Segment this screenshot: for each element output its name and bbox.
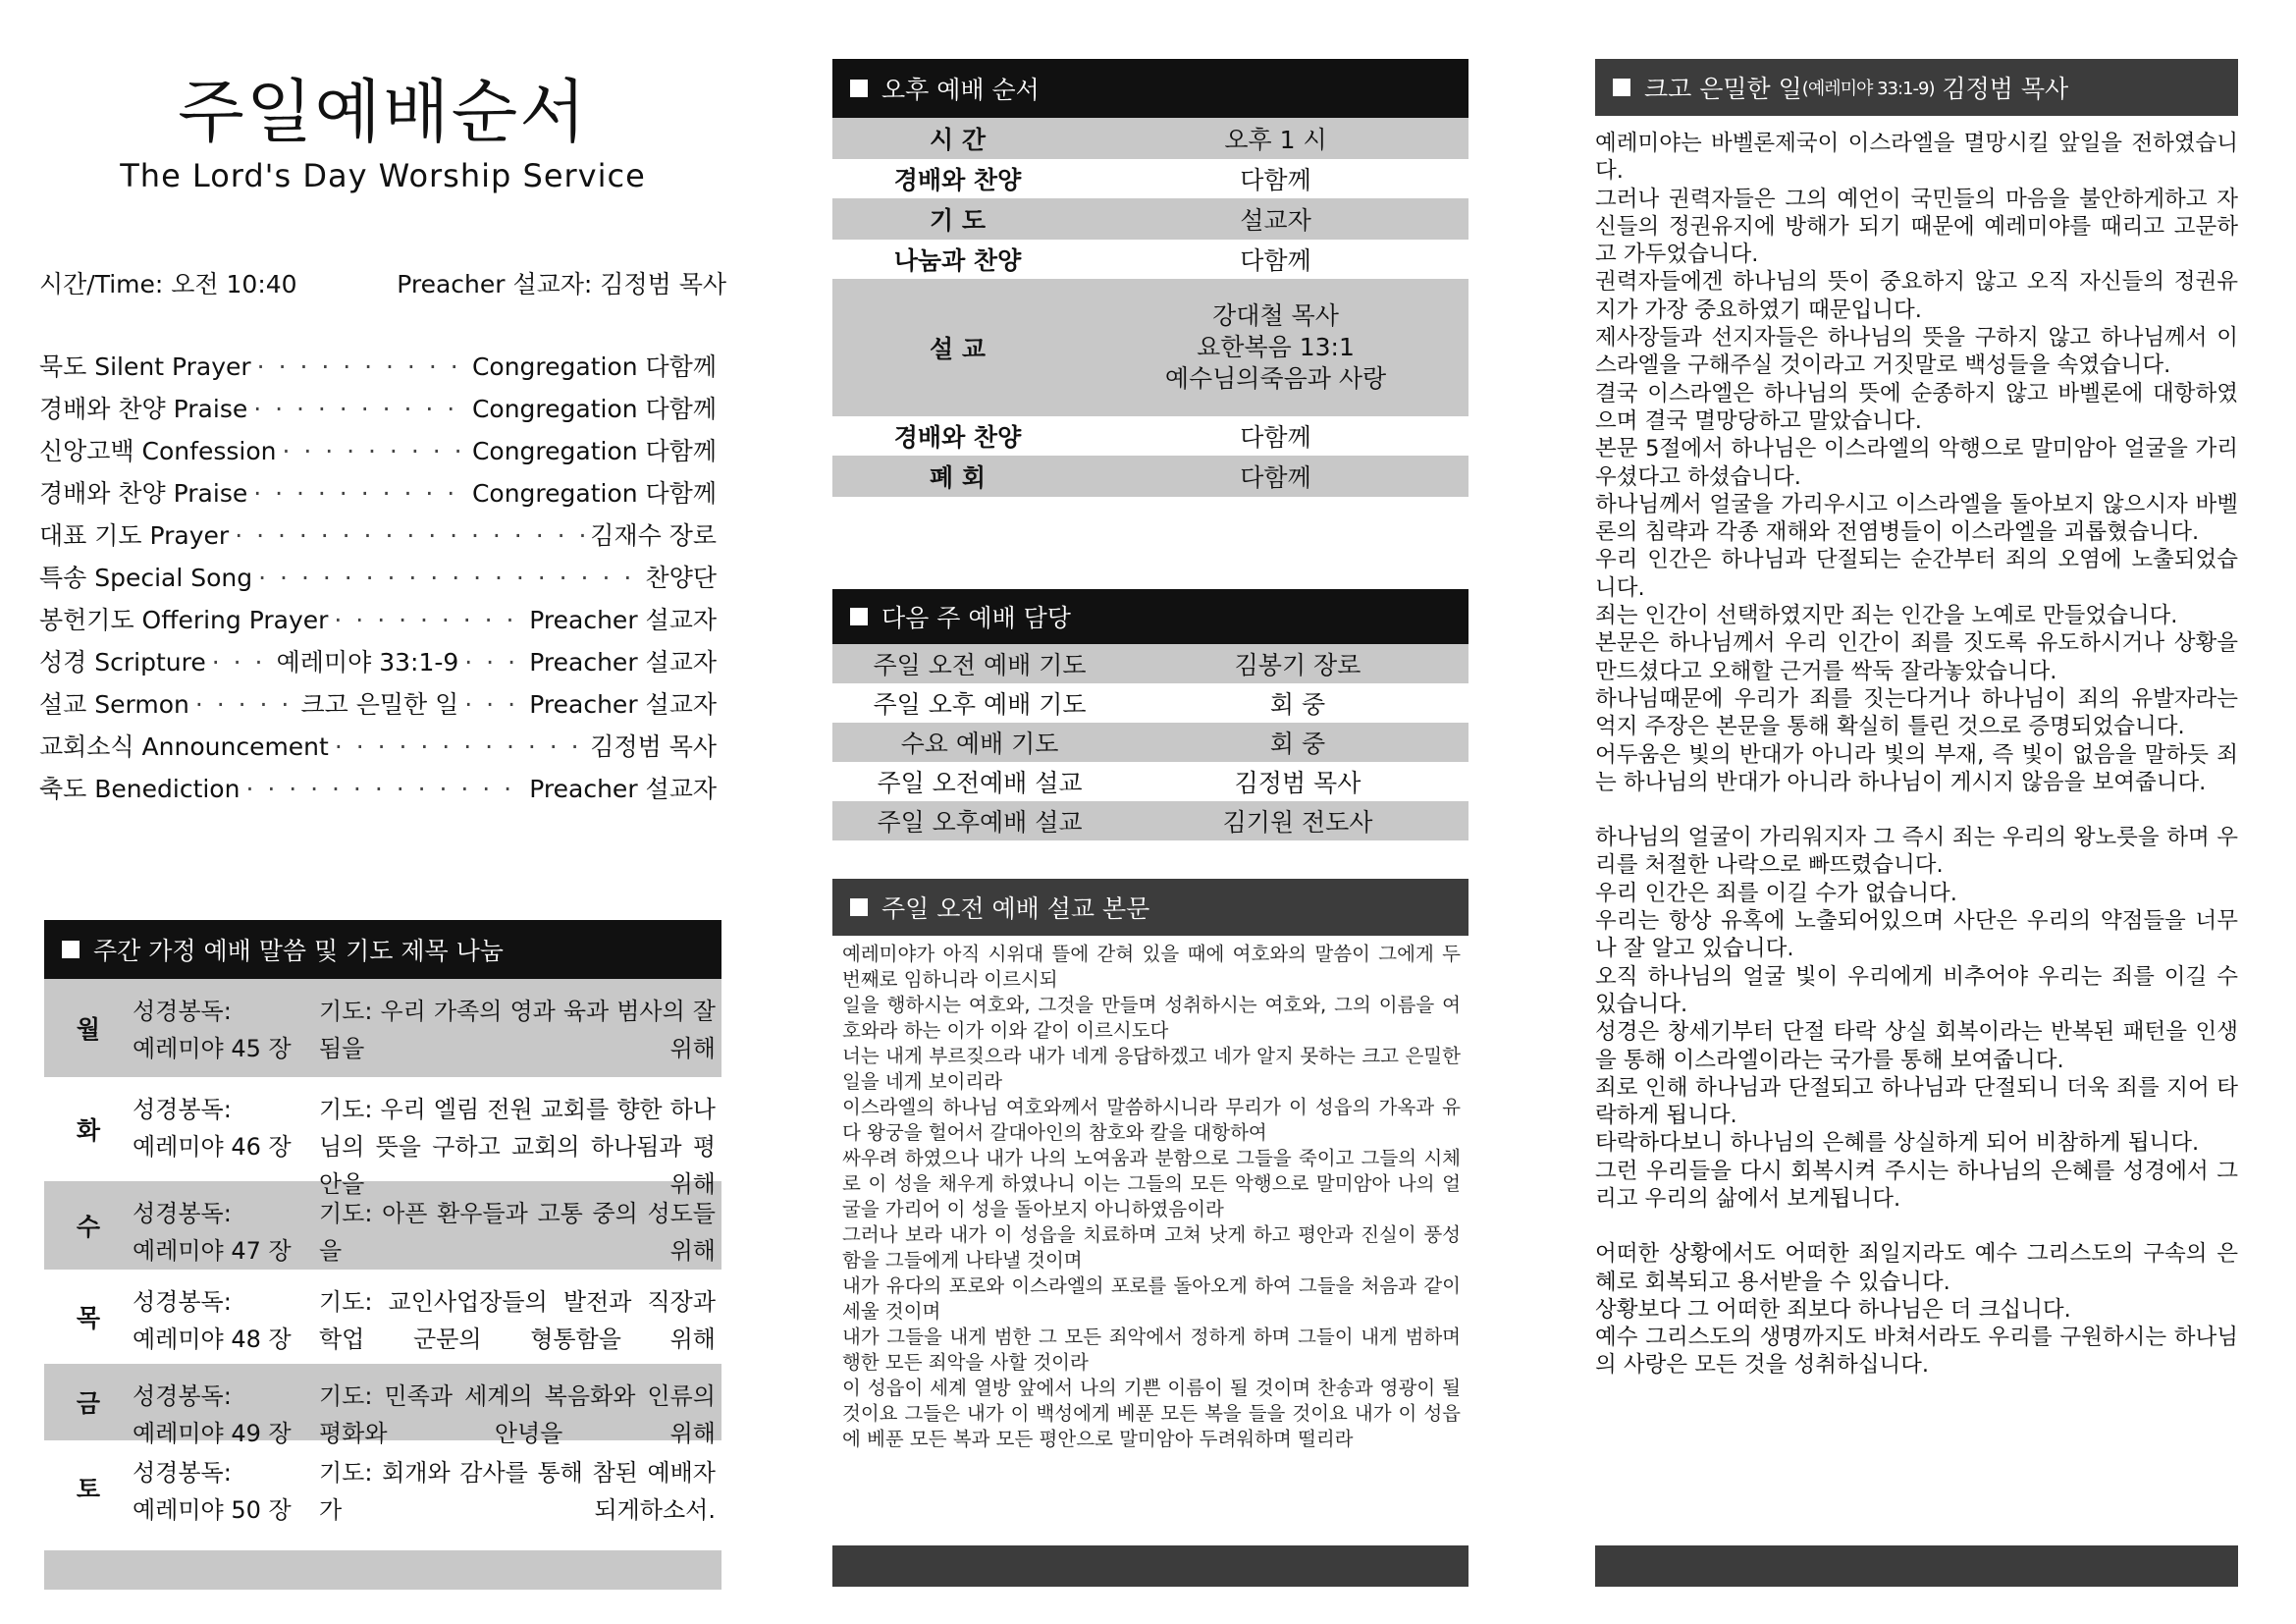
next-week-row bbox=[832, 723, 1468, 762]
devotion-day: 토 bbox=[76, 1475, 101, 1503]
devotion-scripture bbox=[133, 1270, 319, 1364]
sermon-reference: (예레미야 33:1-9) bbox=[1801, 79, 1935, 99]
sermon-sentence: 본문 5절에서 하나님은 이스라엘의 악행으로 말미암아 얼굴을 가리우셨다고 하셨습니다. bbox=[1595, 436, 2238, 490]
devotion-day: 화 bbox=[76, 1116, 101, 1145]
order-item bbox=[39, 643, 717, 685]
devotion-row bbox=[44, 1270, 721, 1364]
next-week-person: 김봉기 장로 bbox=[1234, 651, 1362, 679]
afternoon-service-row bbox=[832, 456, 1468, 497]
dot-leader bbox=[282, 437, 465, 465]
order-item-leader: Congregation 다함께 bbox=[471, 352, 717, 381]
devotion-scripture-label: 성경봉독: bbox=[133, 1200, 232, 1227]
sermon-article bbox=[1595, 130, 2238, 1380]
weekly-devotion-table bbox=[44, 979, 721, 1535]
sermon-text-header bbox=[832, 879, 1468, 936]
next-week-duty: 주일 오후 예배 기도 bbox=[873, 690, 1087, 719]
sermon-text-title: 주일 오전 예배 설교 본문 bbox=[881, 894, 1150, 923]
order-item-leader: 김재수 장로 bbox=[590, 521, 717, 550]
dot-leader bbox=[212, 648, 271, 677]
service-time: 시간/Time: 오전 10:40 bbox=[39, 270, 297, 298]
next-week-row bbox=[832, 762, 1468, 801]
sermon-sentence: 죄로 인해 하나님과 단절되고 하나님과 단절되니 더욱 죄를 지어 타락하게 됩니다. bbox=[1595, 1074, 2238, 1129]
order-item bbox=[39, 685, 717, 728]
scripture-verse: 너는 내게 부르짖으라 내가 네게 응답하겠고 네가 알지 못하는 크고 은밀한 일을 네게 보이리라 bbox=[842, 1045, 1461, 1093]
sermon-sentence: 제사장들과 선지자들은 하나님의 뜻을 구하지 않고 하나님께서 이스라엘을 구해주실 것이라고 거짓말로 백성들을 속였습니다. bbox=[1595, 325, 2238, 379]
dot-leader bbox=[235, 521, 584, 550]
devotion-row bbox=[44, 1364, 721, 1447]
order-item-name: 특송 Special Song bbox=[39, 564, 253, 592]
devotion-scripture-ref: 예레미야 45 장 bbox=[133, 1035, 292, 1062]
sermon-paragraph-2 bbox=[1595, 824, 2238, 1213]
page-title: 주일예배순서 bbox=[178, 72, 588, 152]
sermon-sentence: 타락하다보니 하나님의 은혜를 상실하게 되어 비참하게 됩니다. bbox=[1595, 1130, 2200, 1157]
worship-order-list bbox=[39, 348, 717, 812]
dot-leader bbox=[245, 775, 523, 803]
devotion-scripture-label: 성경봉독: bbox=[133, 1459, 232, 1487]
next-week-person: 회 중 bbox=[1269, 730, 1326, 758]
next-week-table bbox=[832, 644, 1468, 840]
next-week-duty: 수요 예배 기도 bbox=[900, 730, 1059, 758]
devotion-day: 목 bbox=[76, 1304, 101, 1332]
afternoon-service-item: 시 간 bbox=[929, 126, 986, 154]
scripture-verse: 이스라엘의 하나님 여호와께서 말씀하시니라 무리가 이 성읍의 가옥과 유다 왕궁을 헐어서 갈대아인의 참호와 칼을 대항하여 bbox=[842, 1096, 1461, 1144]
square-bullet-icon bbox=[850, 80, 868, 97]
order-item bbox=[39, 728, 717, 770]
order-item-leader: Preacher 설교자 bbox=[529, 690, 717, 719]
devotion-prayer: 기도: 우리 가족의 영과 육과 범사의 잘됨을 위해 bbox=[319, 998, 716, 1062]
devotion-row bbox=[44, 979, 721, 1077]
sermon-sentence: 그런 우리들을 다시 회복시켜 주시는 하나님의 은혜를 성경에서 그리고 우리의 삶에서 보게됩니다. bbox=[1595, 1158, 2238, 1212]
order-item-leader: Preacher 설교자 bbox=[529, 606, 717, 634]
next-week-row bbox=[832, 801, 1468, 840]
order-item bbox=[39, 770, 717, 812]
sermon-sentence: 죄는 인간이 선택하였지만 죄는 인간을 노예로 만들었습니다. bbox=[1595, 603, 2178, 629]
devotion-scripture-ref: 예레미야 46 장 bbox=[133, 1133, 292, 1161]
devotion-scripture bbox=[133, 1077, 319, 1181]
devotion-prayer: 기도: 회개와 감사를 통해 참된 예배자가 되게하소서. bbox=[319, 1459, 716, 1524]
afternoon-service-row bbox=[832, 240, 1468, 279]
footer-bar bbox=[1595, 1545, 2238, 1587]
scripture-verse: 싸우려 하였으나 내가 나의 노여움과 분함으로 그들을 죽이고 그들의 시체로 이 성을 채우게 하였나니 이는 그들의 모든 악행으로 말미암아 나의 얼굴을 가리어 이 성을 돌아보지 아니하였음이라 bbox=[842, 1147, 1461, 1220]
afternoon-service-sermon bbox=[1083, 300, 1468, 395]
devotion-scripture-ref: 예레미야 50 장 bbox=[133, 1496, 292, 1524]
next-week-duty: 주일 오전예배 설교 bbox=[877, 769, 1083, 797]
scripture-verse: 내가 유다의 포로와 이스라엘의 포로를 돌아오게 하여 그들을 처음과 같이 세울 것이며 bbox=[842, 1274, 1461, 1323]
sermon-sentence: 오직 하나님의 얼굴 빛이 우리에게 비추어야 우리는 죄를 이길 수 있습니다. bbox=[1595, 963, 2238, 1017]
sermon-sentence: 우리는 항상 유혹에 노출되어있으며 사단은 우리의 약점들을 너무나 잘 알고 있습니다. bbox=[1595, 908, 2238, 962]
afternoon-service-item: 경배와 찬양 bbox=[893, 166, 1022, 194]
order-item-leader: Preacher 설교자 bbox=[529, 648, 717, 677]
afternoon-service-item: 폐 회 bbox=[929, 463, 986, 492]
service-info bbox=[39, 265, 726, 300]
dot-leader bbox=[335, 732, 584, 761]
weekly-devotion-section bbox=[44, 920, 721, 1590]
sermon-sentence: 그러나 권력자들은 그의 예언이 국민들의 마음을 불안하게하고 자신들의 정권유지에 방해가 되기 때문에 예레미야를 때리고 고문하고 가두었습니다. bbox=[1595, 186, 2238, 268]
dot-leader bbox=[258, 564, 639, 592]
devotion-prayer: 기도: 아픈 환우들과 고통 중의 성도들을 위해 bbox=[319, 1200, 716, 1265]
afternoon-service-row bbox=[832, 159, 1468, 198]
scripture-verse: 이 성읍이 세계 열방 앞에서 나의 기쁜 이름이 될 것이며 찬송과 영광이 될 것이요 그들은 내가 이 백성에게 베푼 모든 복을 들을 것이요 내가 이 성읍에 베푼 모든 복과 모든 평안으로 말미암아 두려워하며 떨리라 bbox=[842, 1377, 1461, 1450]
next-week-duty: 주일 오후예배 설교 bbox=[877, 808, 1083, 837]
order-item-name: 축도 Benediction bbox=[39, 775, 240, 803]
next-week-duty: 주일 오전 예배 기도 bbox=[873, 651, 1087, 679]
afternoon-service-row bbox=[832, 279, 1468, 416]
dot-leader bbox=[253, 479, 466, 508]
scripture-verse: 일을 행하시는 여호와, 그것을 만들며 성취하시는 여호와, 그의 이름을 여호와라 하는 이가 이와 같이 이르시도다 bbox=[842, 994, 1461, 1042]
square-bullet-icon bbox=[62, 941, 80, 958]
afternoon-service-table bbox=[832, 118, 1468, 497]
order-item-leader: Congregation 다함께 bbox=[471, 437, 717, 465]
devotion-prayer: 기도: 우리 엘림 전원 교회를 향한 하나님의 뜻을 구하고 교회의 하나됨과 평안을 위해 bbox=[319, 1096, 716, 1198]
next-week-row bbox=[832, 644, 1468, 683]
order-item-name: 설교 Sermon bbox=[39, 690, 189, 719]
sermon-preacher: 강대철 목사 bbox=[1212, 301, 1339, 330]
devotion-scripture-label: 성경봉독: bbox=[133, 1288, 232, 1316]
sermon-scripture: 요한복음 13:1 bbox=[1197, 333, 1355, 361]
order-item bbox=[39, 516, 717, 559]
scripture-verse: 그러나 보라 내가 이 성읍을 치료하며 고쳐 낫게 하고 평안과 진실이 풍성함을 그들에게 나타낼 것이며 bbox=[842, 1223, 1461, 1272]
dot-leader bbox=[253, 395, 466, 423]
devotion-day: 금 bbox=[76, 1389, 101, 1418]
order-item bbox=[39, 432, 717, 474]
devotion-row bbox=[44, 1440, 721, 1535]
order-item-name: 대표 기도 Prayer bbox=[39, 521, 230, 550]
dot-leader bbox=[257, 352, 466, 381]
devotion-day: 수 bbox=[76, 1213, 101, 1241]
devotion-prayer: 기도: 민족과 세계의 복음화와 인류의 평화와 안녕을 위해 bbox=[319, 1382, 716, 1447]
dot-leader bbox=[334, 606, 523, 634]
order-item-leader: 김정범 목사 bbox=[590, 732, 717, 761]
order-item-leader: Preacher 설교자 bbox=[529, 775, 717, 803]
square-bullet-icon bbox=[1613, 79, 1630, 96]
afternoon-service-leader: 다함께 bbox=[1240, 246, 1311, 275]
sermon-sentence: 하나님께서 얼굴을 가리우시고 이스라엘을 돌아보지 않으시자 바벨론의 침략과 각종 재해와 전염병들이 이스라엘을 괴롭혔습니다. bbox=[1595, 491, 2238, 546]
square-bullet-icon bbox=[850, 608, 868, 625]
scripture-verse: 예레미야가 아직 시위대 뜰에 갇혀 있을 때에 여호와의 말씀이 그에게 두 번째로 임하니라 이르시되 bbox=[842, 943, 1461, 991]
footer-bar bbox=[44, 1550, 721, 1590]
order-item-detail: 크고 은밀한 일 bbox=[300, 690, 459, 719]
devotion-scripture-ref: 예레미야 48 장 bbox=[133, 1326, 292, 1353]
sermon-sentence: 어떠한 상황에서도 어떠한 죄일지라도 예수 그리스도의 구속의 은혜로 회복되고 용서받을 수 있습니다. bbox=[1595, 1241, 2238, 1295]
next-week-person: 회 중 bbox=[1269, 690, 1326, 719]
sermon-topic: 예수님의죽음과 사랑 bbox=[1164, 364, 1387, 393]
next-week-person: 김기원 전도사 bbox=[1222, 808, 1373, 837]
afternoon-service-leader: 다함께 bbox=[1240, 423, 1311, 452]
afternoon-service-row bbox=[832, 118, 1468, 159]
devotion-scripture bbox=[133, 1440, 319, 1535]
sermon-sentence: 상황보다 그 어떠한 죄보다 하나님은 더 크십니다. bbox=[1595, 1296, 2071, 1323]
sermon-sentence: 어두움은 빛의 반대가 아니라 빛의 부재, 즉 빛이 없음을 말하듯 죄는 하나님의 반대가 아니라 하나님이 게시지 않음을 보여줍니다. bbox=[1595, 741, 2238, 795]
sermon-sentence: 우리 인간은 죄를 이길 수가 없습니다. bbox=[1595, 880, 1957, 906]
next-week-section bbox=[832, 589, 1468, 840]
sermon-sentence: 결국 이스라엘은 하나님의 뜻에 순종하지 않고 바벨론에 대항하였으며 결국 멸망당하고 말았습니다. bbox=[1595, 380, 2238, 434]
devotion-scripture-label: 성경봉독: bbox=[133, 1382, 232, 1410]
order-item-name: 봉헌기도 Offering Prayer bbox=[39, 606, 329, 634]
order-item-detail: 예레미야 33:1-9 bbox=[276, 648, 459, 677]
dot-leader bbox=[464, 690, 523, 719]
sermon-sentence: 예수 그리스도의 생명까지도 바쳐서라도 우리를 구원하시는 하나님의 사랑은 모든 것을 성취하십니다. bbox=[1595, 1325, 2238, 1379]
afternoon-service-section bbox=[832, 59, 1468, 497]
afternoon-service-title: 오후 예배 순서 bbox=[881, 76, 1040, 104]
sermon-paragraph-1 bbox=[1595, 130, 2238, 796]
footer-bar bbox=[832, 1545, 1468, 1587]
page-subtitle: The Lord's Day Worship Service bbox=[120, 157, 646, 194]
order-item-name: 신앙고백 Confession bbox=[39, 437, 277, 465]
devotion-row bbox=[44, 1077, 721, 1198]
afternoon-service-row bbox=[832, 198, 1468, 240]
square-bullet-icon bbox=[850, 898, 868, 916]
sermon-paragraph-3 bbox=[1595, 1240, 2238, 1379]
devotion-scripture-label: 성경봉독: bbox=[133, 1096, 232, 1123]
devotion-row bbox=[44, 1181, 721, 1270]
devotion-scripture-ref: 예레미야 49 장 bbox=[133, 1420, 292, 1447]
order-item-leader: 찬양단 bbox=[645, 564, 717, 592]
devotion-scripture-label: 성경봉독: bbox=[133, 998, 232, 1025]
order-item-leader: Congregation 다함께 bbox=[471, 479, 717, 508]
devotion-prayer: 기도: 교인사업장들의 발전과 직장과 학업 군문의 형통함을 위해 bbox=[319, 1288, 716, 1353]
afternoon-service-item: 나눔과 찬양 bbox=[893, 246, 1022, 275]
order-item bbox=[39, 559, 717, 601]
order-item bbox=[39, 348, 717, 390]
sermon-sentence: 하나님의 얼굴이 가리워지자 그 즉시 죄는 우리의 왕노릇을 하며 우리를 처절한 나락으로 빠뜨렸습니다. bbox=[1595, 825, 2238, 879]
order-item bbox=[39, 601, 717, 643]
order-item-name: 교회소식 Announcement bbox=[39, 732, 329, 761]
sermon-sentence: 본문은 하나님께서 우리 인간이 죄를 짓도록 유도하시거나 상황을 만드셨다고 오해할 근거를 싹둑 잘라놓았습니다. bbox=[1595, 630, 2238, 684]
order-item-name: 경배와 찬양 Praise bbox=[39, 395, 248, 423]
afternoon-service-item: 경배와 찬양 bbox=[893, 423, 1022, 452]
afternoon-service-leader: 다함께 bbox=[1240, 166, 1311, 194]
order-item-leader: Congregation 다함께 bbox=[471, 395, 717, 423]
dot-leader bbox=[195, 690, 295, 719]
sermon-sentence: 우리 인간은 하나님과 단절되는 순간부터 죄의 오염에 노출되었습니다. bbox=[1595, 547, 2238, 601]
next-week-header bbox=[832, 589, 1468, 644]
weekly-devotion-title: 주간 가정 예배 말씀 및 기도 제목 나눔 bbox=[93, 937, 504, 965]
dot-leader bbox=[464, 648, 523, 677]
next-week-title: 다음 주 예배 담당 bbox=[881, 604, 1071, 632]
devotion-day: 월 bbox=[76, 1015, 101, 1044]
devotion-scripture bbox=[133, 979, 319, 1077]
devotion-scripture bbox=[133, 1364, 319, 1447]
afternoon-service-item: 기 도 bbox=[929, 206, 986, 235]
afternoon-service-header bbox=[832, 59, 1468, 118]
afternoon-service-row bbox=[832, 416, 1468, 456]
order-item bbox=[39, 390, 717, 432]
devotion-scripture-ref: 예레미야 47 장 bbox=[133, 1237, 292, 1265]
sermon-sentence: 하나님때문에 우리가 죄를 짓는다거나 하나님이 죄의 유발자라는 억지 주장은 본문을 통해 확실히 틀린 것으로 증명되었습니다. bbox=[1595, 685, 2238, 740]
afternoon-service-leader: 오후 1 시 bbox=[1224, 126, 1327, 154]
sermon-text-body bbox=[832, 936, 1468, 1452]
order-item-name: 경배와 찬양 Praise bbox=[39, 479, 248, 508]
afternoon-service-leader: 설교자 bbox=[1240, 206, 1311, 235]
service-preacher: Preacher 설교자: 김정범 목사 bbox=[397, 270, 726, 298]
order-item bbox=[39, 474, 717, 516]
sermon-header bbox=[1595, 59, 2238, 116]
sermon-title: 크고 은밀한 일 bbox=[1644, 75, 1802, 103]
scripture-verse: 내가 그들을 내게 범한 그 모든 죄악에서 정하게 하며 그들이 내게 범하며 행한 모든 죄악을 사할 것이라 bbox=[842, 1326, 1461, 1374]
devotion-scripture bbox=[133, 1181, 319, 1270]
sermon-author: 김정범 목사 bbox=[1942, 75, 2069, 103]
weekly-devotion-header bbox=[44, 920, 721, 979]
next-week-row bbox=[832, 683, 1468, 723]
next-week-person: 김정범 목사 bbox=[1234, 769, 1362, 797]
afternoon-service-leader: 다함께 bbox=[1240, 463, 1311, 492]
sermon-sentence: 예레미야는 바벨론제국이 이스라엘을 멸망시킬 앞일을 전하였습니다. bbox=[1595, 131, 2238, 185]
sermon-sentence: 권력자들에겐 하나님의 뜻이 중요하지 않고 오직 자신들의 정권유지가 가장 중요하였기 때문입니다. bbox=[1595, 269, 2238, 323]
sermon-text-section bbox=[832, 879, 1468, 1452]
sermon-sentence: 성경은 창세기부터 단절 타락 상실 회복이라는 반복된 패턴을 인생을 통해 이스라엘이라는 국가를 통해 보여줍니다. bbox=[1595, 1019, 2238, 1073]
order-item-name: 묵도 Silent Prayer bbox=[39, 352, 251, 381]
order-item-name: 성경 Scripture bbox=[39, 648, 206, 677]
afternoon-service-item: 설 교 bbox=[929, 335, 986, 363]
